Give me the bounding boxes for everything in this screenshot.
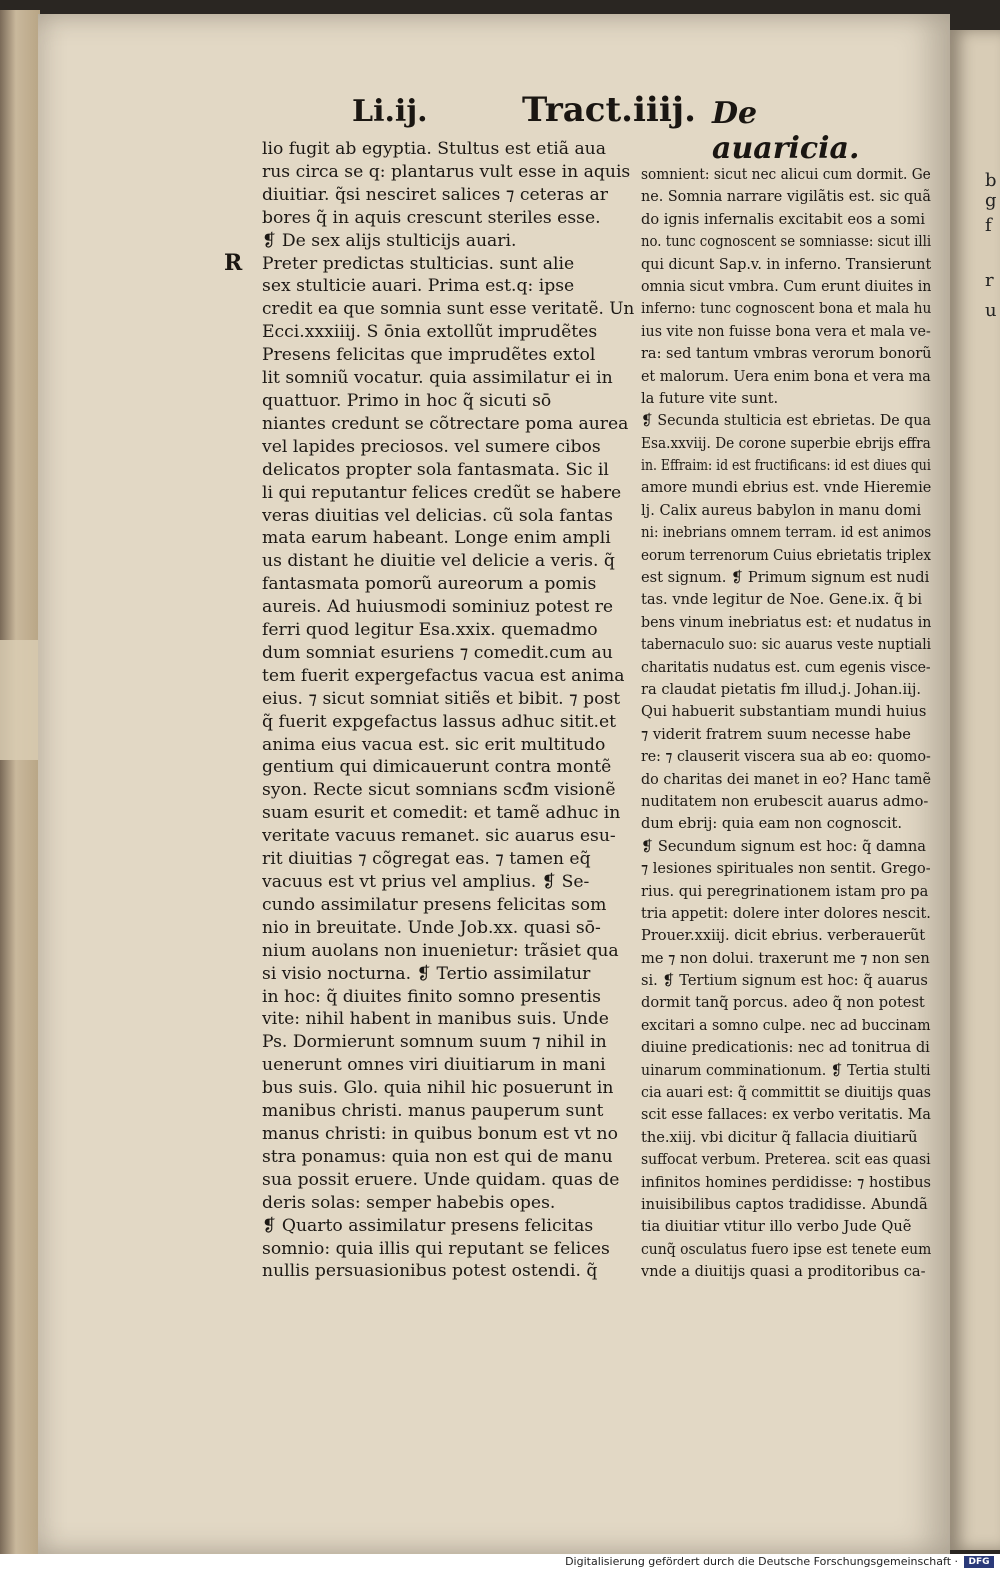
- text-line: stra ponamus: quia non est qui de manu: [262, 1146, 613, 1167]
- text-line: bens vinum inebriatus est: et nudatus in: [641, 613, 931, 631]
- dfg-logo-icon: DFG: [964, 1556, 994, 1568]
- text-line: do ignis infernalis excitabit eos a somi: [641, 210, 926, 228]
- text-line: quattuor. Primo in hoc q̃ sicuti sō: [262, 390, 552, 411]
- text-line: lj. Calix aureus babylon in manu domi: [641, 501, 922, 519]
- text-line: bus suis. Glo. quia nihil hic posuerunt in: [262, 1078, 614, 1099]
- text-line: nio in breuitate. Unde Job.xx. quasi sō-: [262, 917, 601, 938]
- text-line: ⁊ viderit fratrem suum necesse habe: [641, 725, 911, 743]
- text-line: rius. qui peregrinationem istam pro pa: [641, 882, 929, 900]
- text-line: ius vite non fuisse bona vera et mala ve-: [641, 322, 931, 340]
- text-line: deris solas: semper habebis opes.: [262, 1192, 556, 1213]
- facing-page-glyph: u: [985, 300, 997, 321]
- text-line: manus christi: in quibus bonum est vt no: [262, 1123, 618, 1144]
- text-line: excitari a somno culpe. nec ad buccinam: [641, 1016, 931, 1034]
- text-line: Prouer.xxiij. dicit ebrius. verberauerũt: [641, 927, 926, 945]
- text-line: ni: inebrians omnem terram. id est animos: [641, 524, 931, 542]
- text-line: uenerunt omnes viri diuitiarum in mani: [262, 1055, 606, 1076]
- text-line: omnia sicut vmbra. Cum erunt diuites in: [641, 277, 931, 295]
- text-line: Presens felicitas que imprudẽtes extol: [262, 345, 596, 366]
- text-line: ⁊ lesiones spirituales non sentit. Grego-: [641, 860, 931, 878]
- text-line: rus circa se q: plantarus vult esse in aquis: [262, 161, 631, 182]
- text-line: syon. Recte sicut somnians scđm visionẽ: [262, 780, 616, 801]
- text-line: dum somniat esuriens ⁊ comedit.cum au: [262, 642, 613, 663]
- text-line: diuitiar. q̃si nesciret salices ⁊ ceteras ar: [262, 184, 608, 205]
- facing-page-glyph: f: [985, 215, 992, 236]
- text-line: dormit tanq̃ porcus. adeo q̃ non potest: [641, 994, 925, 1012]
- text-line: rit diuitias ⁊ cõgregat eas. ⁊ tamen eq̃: [262, 849, 591, 870]
- text-line: amore mundi ebrius est. vnde Hieremie: [641, 479, 931, 497]
- text-line: si. ❡ Tertium signum est hoc: q̃ auarus: [641, 972, 928, 990]
- text-line: scit esse fallaces: ex verbo veritatis. Ma: [641, 1106, 931, 1124]
- text-line: veras diuitias vel delicias. cũ sola fantas: [262, 505, 613, 526]
- text-line: ❡ Secundum signum est hoc: q̃ damna: [641, 837, 926, 855]
- text-line: mata earum habeant. Longe enim ampli: [262, 528, 611, 549]
- text-line: tria appetit: dolere inter dolores nescit.: [641, 904, 931, 922]
- text-column-right: [641, 164, 931, 1284]
- text-line: in. Effraim: id est fructificans: id est diues qui: [641, 457, 931, 475]
- text-line: fantasmata pomorũ aureorum a pomis: [262, 574, 597, 595]
- text-line: do charitas dei manet in eo? Hanc tamẽ: [641, 770, 931, 788]
- text-line: me ⁊ non dolui. traxerunt me ⁊ non sen: [641, 949, 930, 967]
- text-line: inferno: tunc cognoscent bona et mala hu: [641, 300, 931, 318]
- facing-page-glyph: r: [985, 270, 994, 291]
- text-line: gentium qui dimicauerunt contra montẽ: [262, 757, 612, 778]
- text-line: ❡ Secunda stulticia est ebrietas. De qua: [641, 412, 931, 430]
- text-line: ra: sed tantum vmbras verorum bonorũ: [641, 345, 931, 363]
- facing-page-edge: [950, 30, 1000, 1550]
- text-line: cunq̃ osculatus fuero ipse est tenete eum: [641, 1240, 931, 1258]
- text-line: vite: nihil habent in manibus suis. Unde: [262, 1009, 609, 1030]
- text-line: Qui habuerit substantiam mundi huius: [641, 703, 927, 721]
- text-line: li qui reputantur felices credũt se habere: [262, 482, 622, 503]
- text-line: charitatis nudatus est. cum egenis visce-: [641, 658, 931, 676]
- text-line: niantes credunt se cõtrectare poma aurea: [262, 413, 629, 434]
- text-line: tia diuitiar vtitur illo verbo Jude Quẽ: [641, 1218, 912, 1236]
- text-line: et malorum. Uera enim bona et vera ma: [641, 367, 931, 385]
- facing-page-glyph: b: [985, 170, 997, 191]
- text-line: infinitos homines perdidisse: ⁊ hostibus: [641, 1173, 931, 1191]
- text-line: qui dicunt Sap.v. in inferno. Transierunt: [641, 255, 931, 273]
- text-line: tabernaculo suo: sic auarus veste nuptiali: [641, 636, 931, 654]
- text-line: sex stulticie auari. Prima est.q: ipse: [262, 276, 575, 297]
- text-line: ❡ Quarto assimilatur presens felicitas: [262, 1215, 594, 1236]
- text-line: ferri quod legitur Esa.xxix. quemadmo: [262, 620, 598, 641]
- text-line: uinarum comminationum. ❡ Tertia stulti: [641, 1061, 931, 1079]
- text-line: vel lapides preciosos. vel sumere cibos: [262, 436, 601, 457]
- digitization-footer: [0, 1554, 1000, 1570]
- text-line: nuditatem non erubescit auarus admo-: [641, 792, 929, 810]
- text-column-left: [262, 138, 634, 1283]
- text-line: the.xiij. vbi dicitur q̃ fallacia diuitiarũ: [641, 1128, 918, 1146]
- text-line: manibus christi. manus pauperum sunt: [262, 1101, 604, 1122]
- text-line: in hoc: q̃ diuites finito somno presentis: [262, 986, 601, 1007]
- text-line: eius. ⁊ sicut somniat sitiẽs et bibit. ⁊ post: [262, 688, 621, 709]
- text-line: suam esurit et comedit: et tamẽ adhuc in: [262, 803, 621, 824]
- text-line: q̃ fuerit expgefactus lassus adhuc sitit.et: [262, 711, 617, 732]
- text-line: Ecci.xxxiiij. S ōnia extollũt imprudẽtes: [262, 322, 598, 343]
- text-line: Ps. Dormierunt somnum suum ⁊ nihil in: [262, 1032, 607, 1053]
- text-line: tas. vnde legitur de Noe. Gene.ix. q̃ bi: [641, 591, 923, 609]
- text-line: nium auolans non inuenietur: trãsiet qua: [262, 940, 619, 961]
- text-line: somnient: sicut nec alicui cum dormit. Ge: [641, 166, 931, 183]
- text-line: aureis. Ad huiusmodi sominiuz potest re: [262, 597, 614, 618]
- text-line: bores q̃ in aquis crescunt steriles esse.: [262, 207, 601, 228]
- text-line: somnio: quia illis qui reputant se felices: [262, 1238, 610, 1259]
- text-line: Esa.xxviij. De corone superbie ebrijs effra: [641, 434, 931, 452]
- text-line: ra claudat pietatis fm illud.j. Johan.iij.: [641, 680, 922, 698]
- text-line: lit somniũ vocatur. quia assimilatur ei in: [262, 368, 613, 389]
- text-line: diuine predicationis: nec ad tonitrua di: [641, 1039, 930, 1057]
- text-line: no. tunc cognoscent se somniasse: sicut illi: [641, 233, 931, 251]
- text-line: tem fuerit expergefactus vacua est anima: [262, 665, 625, 686]
- text-line: us distant he diuitie vel delicie a veris. q̃: [262, 551, 615, 572]
- text-line: ne. Somnia narrare vigilãtis est. sic quã: [641, 188, 931, 206]
- facing-page-glyph: g: [985, 190, 997, 211]
- text-line: credit ea que somnia sunt esse veritatẽ. Un: [262, 299, 634, 320]
- text-line: eorum terrenorum Cuius ebrietatis triplex: [641, 546, 931, 564]
- text-line: si visio nocturna. ❡ Tertio assimilatur: [262, 963, 591, 984]
- text-line: ❡ De sex alijs stulticijs auari.: [262, 230, 517, 251]
- header-tractatus: Tract.iiij.: [522, 90, 696, 130]
- text-line: veritate vacuus remanet. sic auarus esu-: [262, 826, 616, 847]
- text-line: re: ⁊ clauserit viscera sua ab eo: quomo-: [641, 748, 931, 766]
- footer-credit: Digitalisierung gefördert durch die Deutsche Forschungsgemeinschaft ·: [565, 1555, 958, 1568]
- text-line: cia auari est: q̃ committit se diuitijs quas: [641, 1084, 931, 1102]
- header-subject: De auaricia.: [712, 96, 860, 166]
- text-line: la future vite sunt.: [641, 389, 779, 407]
- text-line: vacuus est vt prius vel amplius. ❡ Se-: [262, 872, 590, 892]
- marginal-mark: R: [224, 250, 243, 276]
- text-line: cundo assimilatur presens felicitas som: [262, 894, 607, 915]
- text-line: sua possit eruere. Unde quidam. quas de: [262, 1169, 620, 1190]
- text-line: dum ebrij: quia eam non cognoscit.: [641, 815, 903, 833]
- text-line: anima eius vacua est. sic erit multitudo: [262, 734, 606, 755]
- text-line: inuisibilibus captos tradidisse. Abundã: [641, 1195, 928, 1213]
- text-line: suffocat verbum. Preterea. scit eas quasi: [641, 1151, 931, 1169]
- text-line: est signum. ❡ Primum signum est nudi: [641, 569, 930, 587]
- book-edge-left: [0, 10, 40, 1555]
- text-line: nullis persuasionibus potest ostendi. q̃: [262, 1261, 598, 1282]
- text-line: vnde a diuitijs quasi a proditoribus ca-: [641, 1263, 926, 1281]
- text-line: Preter predictas stulticias. sunt alie: [262, 253, 575, 274]
- text-line: lio fugit ab egyptia. Stultus est etiã aua: [262, 139, 607, 159]
- text-line: delicatos propter sola fantasmata. Sic il: [262, 459, 609, 480]
- header-signature: Li.ij.: [352, 94, 428, 129]
